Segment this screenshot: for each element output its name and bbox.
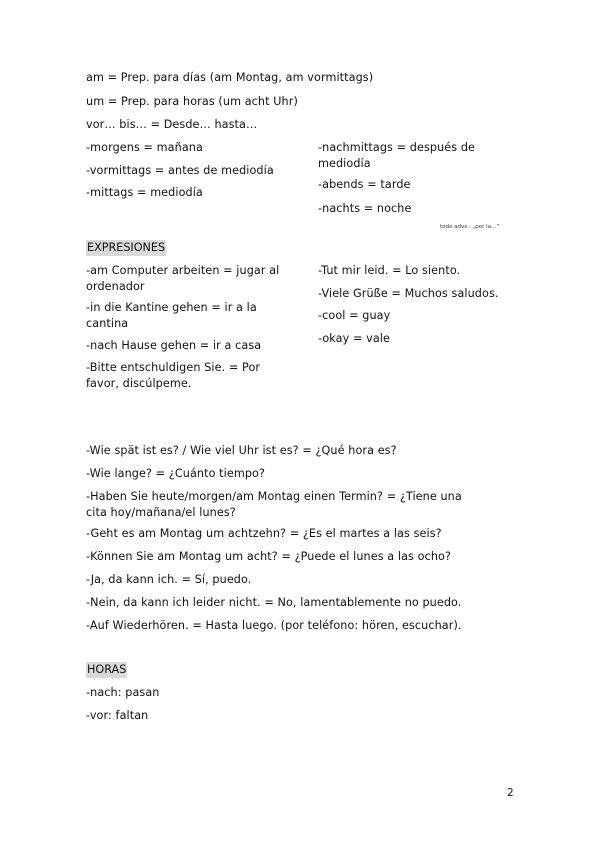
expression-left-4: -Bitte entschuldigen Sie. = Por favor, discúlpeme. [86, 361, 261, 390]
definition-um: um = Prep. para horas (um acht Uhr) [86, 95, 298, 108]
page-number: 2 [507, 787, 514, 799]
time-mittags: -mittags = mediodía [86, 186, 203, 199]
definition-am: am = Prep. para días (am Montag, am vormittags) [86, 71, 374, 84]
small-note: todo advs.: „por la…” [440, 224, 500, 230]
phrase-hasta-luego: -Auf Wiederhören. = Hasta luego. (por teléfono: hören, escuchar). [86, 619, 462, 632]
phrase-martes: -Geht es am Montag um achtzehn? = ¿Es el martes a las seis? [86, 527, 442, 540]
phrase-cuanto-tiempo: -Wie lange? = ¿Cuánto tiempo? [86, 467, 266, 480]
expression-left-1: -am Computer arbeiten = jugar al ordenador [86, 264, 280, 293]
phrase-hora: -Wie spät ist es? / Wie viel Uhr ist es? = ¿Qué hora es? [86, 444, 397, 457]
time-nachts: -nachts = noche [318, 202, 412, 215]
phrase-no-puedo: -Nein, da kann ich leider nicht. = No, lamentablemente no puedo. [86, 596, 462, 609]
hours-nach: -nach: pasan [86, 686, 160, 699]
definition-vor-bis: vor… bis… = Desde… hasta… [86, 118, 258, 131]
phrase-cita: -Haben Sie heute/morgen/am Montag einen Termin? = ¿Tiene una cita hoy/mañana/el lunes? [86, 490, 462, 519]
hours-vor: -vor: faltan [86, 709, 149, 722]
expression-left-3: -nach Hause gehen = ir a casa [86, 339, 262, 352]
time-vormittags: -vormittags = antes de mediodía [86, 164, 274, 177]
expression-right-4: -okay = vale [318, 332, 391, 345]
time-abends: -abends = tarde [318, 178, 411, 191]
expression-right-2: -Viele Grüße = Muchos saludos. [318, 287, 499, 300]
hours-heading: HORAS [87, 663, 127, 676]
expression-left-2: -in die Kantine gehen = ir a la cantina [86, 301, 257, 330]
expression-right-3: -cool = guay [318, 309, 391, 322]
expressions-heading: EXPRESIONES [87, 241, 166, 254]
phrase-puedo: -Ja, da kann ich. = Sí, puedo. [86, 573, 252, 586]
expression-right-1: -Tut mir leid. = Lo siento. [318, 264, 461, 277]
time-morgens: -morgens = mañana [86, 141, 203, 154]
phrase-lunes: -Können Sie am Montag um acht? = ¿Puede el lunes a las ocho? [86, 550, 452, 563]
time-nachmittags: -nachmittags = después de mediodía [318, 141, 476, 170]
